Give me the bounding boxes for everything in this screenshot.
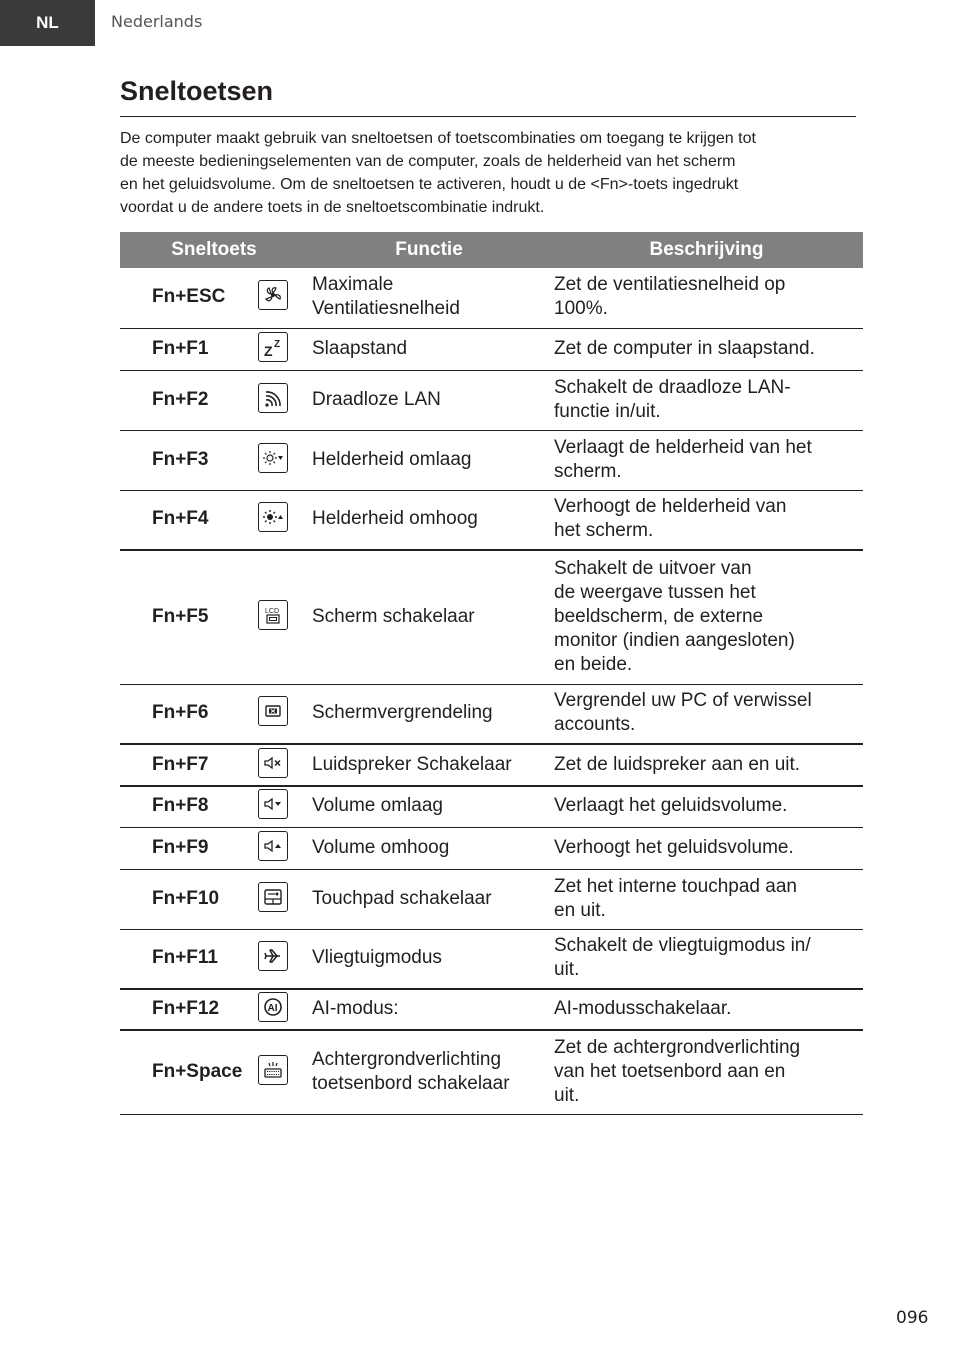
description-text: en uit. [554,899,606,921]
hotkey-cell: Fn+F1 [120,328,258,370]
svg-text:Z: Z [264,342,273,359]
function-cell [308,786,550,827]
description-text: Zet de achtergrondverlichting [554,1036,801,1058]
function-text: Achtergrondverlichting [312,1048,502,1070]
description-cell [550,684,863,744]
fan-icon [258,280,288,310]
description-text: de weergave tussen het [554,581,756,603]
description-cell [550,786,863,827]
function-cell [308,268,550,328]
brightness-down-icon [258,443,288,473]
hotkey-cell: Fn+F2 [120,370,258,430]
description-text: uit. [554,1084,580,1106]
description-cell [550,430,863,490]
intro-line: en het geluidsvolume. Om de sneltoetsen te activeren, houdt u de <Fn>-toets ingedrukt [120,176,739,193]
hotkey-cell: Fn+F8 [120,786,258,827]
function-text: Slaapstand [312,337,408,359]
icon-cell [258,370,308,430]
function-text: Draadloze LAN [312,388,441,410]
description-text: Zet de ventilatiesnelheid op [554,274,786,296]
header-hotkey: Sneltoets [120,232,308,268]
description-cell [550,869,863,929]
description-text: Verlaagt de helderheid van het [554,436,812,458]
function-text: Schermvergrendeling [312,702,493,724]
title-divider [120,116,856,117]
function-text: Vliegtuigmodus [312,947,442,969]
hotkey-cell: Fn+F6 [120,684,258,744]
brightness-up-icon [258,502,288,532]
header-description: Beschrijving [550,232,863,268]
function-cell [308,989,550,1030]
hotkey-table [120,232,863,1115]
volume-up-icon [258,831,288,861]
function-cell [308,827,550,869]
speaker-mute-icon [258,748,288,778]
description-text: Vergrendel uw PC of verwissel [554,690,812,712]
hotkey-cell: Fn+F3 [120,430,258,490]
icon-cell [258,430,308,490]
intro-paragraph [120,127,860,219]
table-row [120,786,863,827]
description-text: functie in/uit. [554,400,661,422]
display-switch-icon [258,600,288,630]
touchpad-icon [258,882,288,912]
icon-cell [258,786,308,827]
function-text: Scherm schakelaar [312,605,475,627]
table-header-row [120,232,863,268]
icon-cell [258,328,308,370]
hotkey-cell: Fn+F10 [120,869,258,929]
icon-cell [258,869,308,929]
hotkey-cell: Fn+F11 [120,929,258,989]
function-text: Ventilatiesnelheid [312,298,460,320]
table-row [120,370,863,430]
function-cell [308,370,550,430]
description-text: Verlaagt het geluidsvolume. [554,795,788,817]
description-text: beeldscherm, de externe [554,605,764,627]
function-cell [308,1030,550,1114]
function-text: Volume omhoog [312,836,450,858]
table-row [120,929,863,989]
description-cell [550,989,863,1030]
description-cell [550,328,863,370]
function-cell [308,490,550,550]
table-row [120,744,863,786]
wireless-icon [258,383,288,413]
description-text: AI-modusschakelaar. [554,998,732,1019]
description-text: Verhoogt de helderheid van [554,496,787,518]
keyboard-backlight-icon [258,1055,288,1085]
function-cell [308,929,550,989]
function-cell [308,744,550,786]
description-text: uit. [554,959,580,981]
description-cell [550,268,863,328]
language-name: Nederlands [111,12,203,31]
icon-cell [258,827,308,869]
airplane-icon [258,941,288,971]
description-cell [550,550,863,684]
function-text: Luidspreker Schakelaar [312,753,512,775]
icon-cell [258,550,308,684]
description-text: Schakelt de uitvoer van [554,557,752,579]
function-text: Helderheid omhoog [312,508,478,530]
function-text: Volume omlaag [312,795,443,817]
hotkey-cell: Fn+Space [120,1030,258,1114]
table-row [120,1030,863,1114]
hotkey-cell: Fn+F9 [120,827,258,869]
function-text: Helderheid omlaag [312,448,472,470]
icon-cell [258,1030,308,1114]
table-row [120,989,863,1030]
table-row [120,430,863,490]
icon-cell [258,989,308,1030]
function-text: AI-modus: [312,998,399,1019]
table-row [120,550,863,684]
table-row [120,684,863,744]
function-text: toetsenbord schakelaar [312,1072,510,1094]
function-cell [308,430,550,490]
intro-line: voordat u de andere toets in de sneltoetscombinatie indrukt. [120,199,545,216]
description-cell [550,370,863,430]
icon-cell [258,684,308,744]
volume-down-icon [258,789,288,819]
svg-text:Z: Z [274,338,281,350]
icon-cell [258,490,308,550]
description-cell [550,1030,863,1114]
icon-cell [258,929,308,989]
description-cell [550,490,863,550]
description-text: Verhoogt het geluidsvolume. [554,836,794,858]
description-text: Zet het interne touchpad aan [554,875,797,897]
function-cell [308,869,550,929]
description-text: Schakelt de draadloze LAN- [554,376,791,398]
description-cell [550,827,863,869]
description-text: het scherm. [554,520,654,542]
description-text: Zet de computer in slaapstand. [554,337,815,359]
hotkey-cell: Fn+F7 [120,744,258,786]
page-number: 096 [896,1308,929,1328]
svg-text:AI: AI [267,1003,278,1014]
table-row [120,827,863,869]
screen-lock-icon [258,696,288,726]
hotkey-cell: Fn+F4 [120,490,258,550]
ai-mode-icon [258,992,288,1022]
language-tab: NL [0,0,95,46]
function-text: Touchpad schakelaar [312,887,492,909]
description-cell [550,744,863,786]
hotkey-cell: Fn+F12 [120,989,258,1030]
description-cell [550,929,863,989]
header-function: Functie [308,232,550,268]
hotkey-cell: Fn+F5 [120,550,258,684]
icon-cell [258,744,308,786]
icon-cell [258,268,308,328]
table-row [120,490,863,550]
table-row [120,268,863,328]
svg-text:LCD: LCD [265,607,280,615]
table-row [120,328,863,370]
function-text: Maximale [312,274,394,296]
sleep-icon [258,332,288,362]
description-text: Zet de luidspreker aan en uit. [554,753,801,775]
description-text: monitor (indien aangesloten) [554,629,795,651]
description-text: Schakelt de vliegtuigmodus in/ [554,935,811,957]
function-cell [308,550,550,684]
hotkey-cell: Fn+ESC [120,268,258,328]
table-row [120,869,863,929]
intro-line: De computer maakt gebruik van sneltoetsen of toetscombinaties om toegang te krijgen tot [120,130,756,147]
description-text: scherm. [554,460,622,482]
description-text: en beide. [554,653,633,675]
function-cell [308,684,550,744]
function-cell [308,328,550,370]
page-title: Sneltoetsen [120,76,274,106]
description-text: accounts. [554,714,636,736]
description-text: 100%. [554,298,608,320]
description-text: van het toetsenbord aan en [554,1060,786,1082]
intro-line: de meeste bedieningselementen van de computer, zoals de helderheid van het scherm [120,153,736,170]
